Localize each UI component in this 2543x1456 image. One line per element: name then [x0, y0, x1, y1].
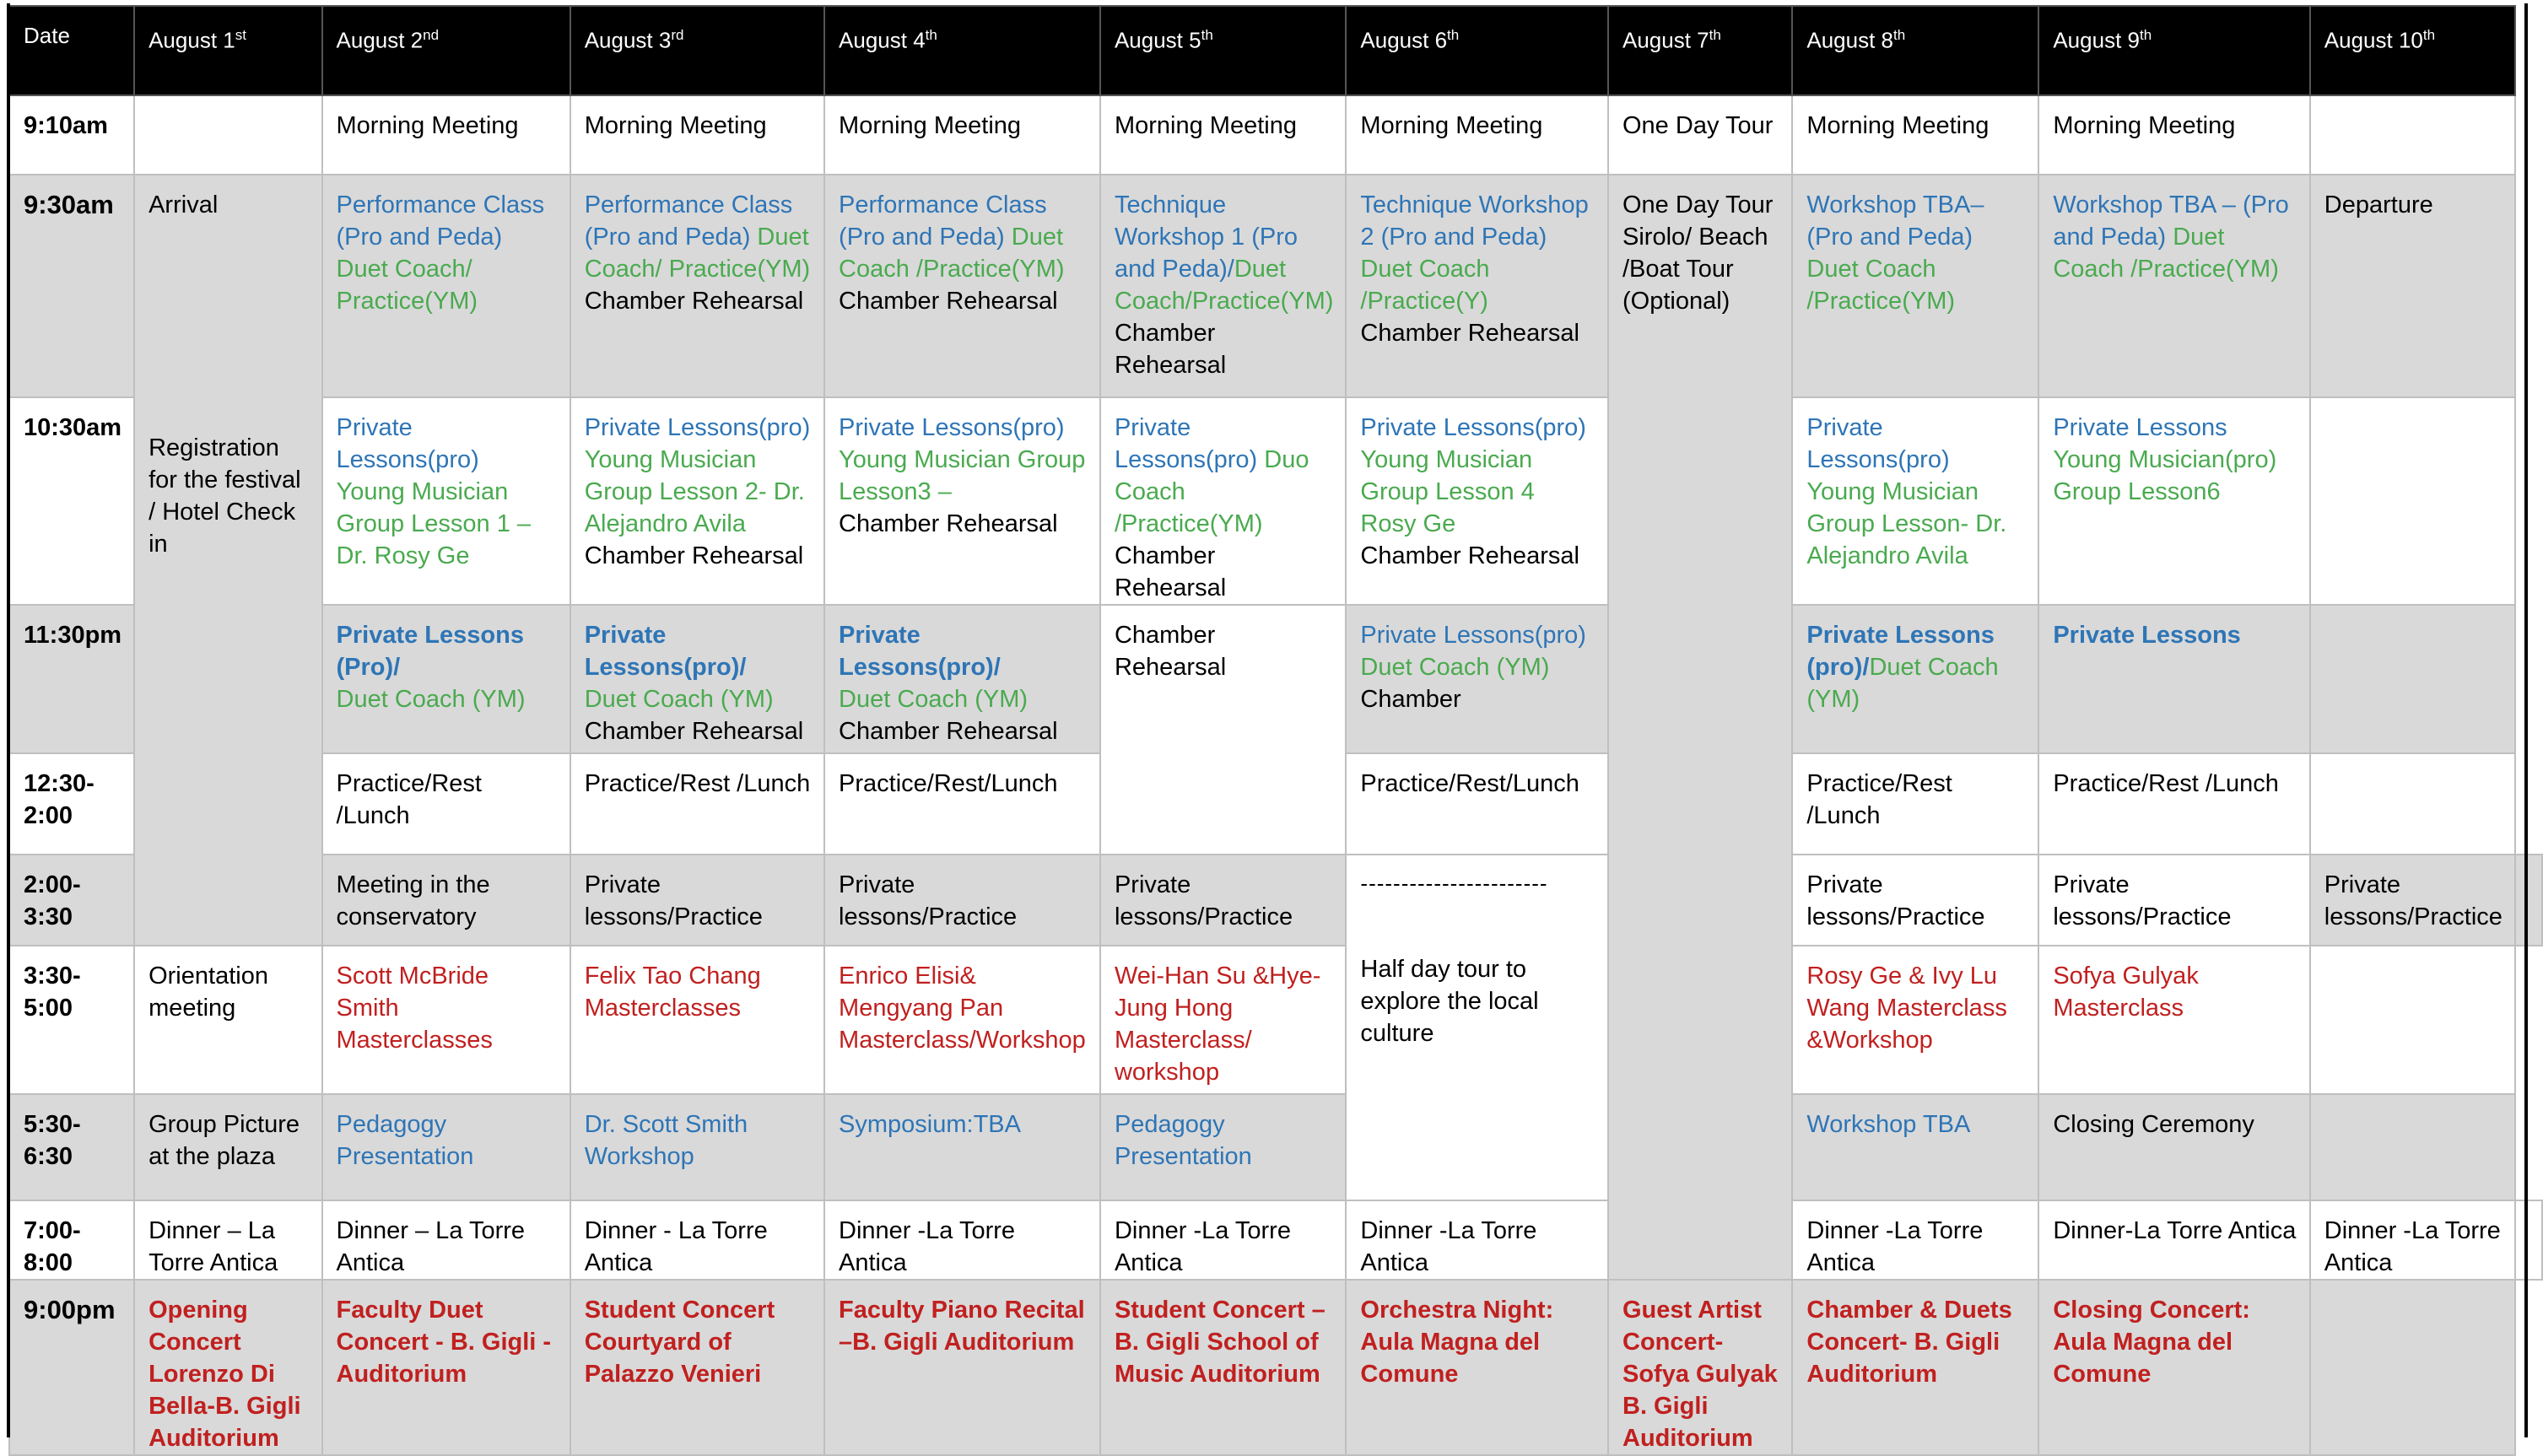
cell-d2: Faculty Duet Concert - B. Gigli -Auditorium — [322, 1280, 570, 1455]
cell-d6 — [1346, 397, 1608, 605]
activity-pro: Workshop TBA–(Pro and Peda) — [1806, 191, 1984, 251]
activity-chamber: Chamber Rehearsal — [1360, 542, 1579, 569]
header-day-2 — [322, 6, 570, 95]
cell-d9 — [2038, 605, 2309, 753]
cell-d1: Group Picture at the plaza — [134, 1094, 321, 1200]
time-cell: 9:30am — [9, 175, 134, 397]
activity-ym: Duet Coach /Practice(Y) — [1360, 256, 1490, 315]
activity-chamber: Chamber Rehearsal — [839, 288, 1058, 315]
activity-ym: Duet Coach (YM) — [839, 686, 1029, 713]
time-cell: 9:00pm — [9, 1280, 134, 1455]
day-suffix: th — [1709, 27, 1721, 43]
cell-d3: Dr. Scott Smith Workshop — [570, 1094, 824, 1200]
cell-d2: Morning Meeting — [322, 95, 570, 175]
cell-d8: Practice/Rest /Lunch — [1792, 753, 2038, 855]
cell-d2 — [322, 397, 570, 605]
row-0530 — [9, 1094, 2542, 1200]
cell-d9: Sofya Gulyak Masterclass — [2038, 946, 2309, 1094]
activity-pro: Private Lessons (pro)/ — [1806, 622, 1995, 681]
cell-d6 — [1346, 175, 1608, 397]
activity-chamber: Chamber — [1360, 686, 1461, 713]
cell-d9: Practice/Rest /Lunch — [2038, 753, 2309, 855]
time-cell: 12:30-2:00 — [9, 753, 134, 855]
cell-d2: Scott McBride Smith Masterclasses — [322, 946, 570, 1094]
header-row — [9, 6, 2542, 95]
time-cell: 3:30-5:00 — [9, 946, 134, 1094]
activity-pro: Workshop TBA – (Pro and Peda) — [2053, 191, 2289, 251]
time-cell: 7:00-8:00 — [9, 1200, 134, 1280]
day-label: August 8 — [1806, 27, 1894, 53]
cell-d8 — [1792, 605, 2038, 753]
schedule-table — [8, 5, 2543, 1456]
activity-chamber: Chamber Rehearsal — [839, 510, 1058, 537]
cell-d4: Faculty Piano Recital –B. Gigli Auditorium — [824, 1280, 1100, 1455]
cell-d1: Opening Concert Lorenzo Di Bella-B. Gigli Auditorium — [134, 1280, 321, 1455]
row-0330 — [9, 946, 2542, 1094]
cell-d7: Dinner -La Torre Antica — [1792, 1200, 2038, 1280]
day-suffix: th — [2422, 27, 2436, 43]
cell-d9: Private lessons/Practice — [2310, 855, 2515, 946]
header-day-8 — [1792, 6, 2038, 95]
cell-d8: Workshop TBA — [1792, 1094, 2038, 1200]
cell-d5: Chamber Rehearsal — [1100, 605, 1346, 855]
activity-ym: Young Musician Group Lesson3 – — [839, 446, 1086, 505]
cell-d6: Orchestra Night: Aula Magna del Comune — [1346, 1280, 1608, 1455]
day-label: August 7 — [1622, 27, 1709, 53]
header-date — [9, 6, 134, 95]
day-label: August 3 — [584, 27, 672, 53]
time-cell: 10:30am — [9, 397, 134, 605]
time-cell: 9:10am — [9, 95, 134, 175]
header-day-6 — [1346, 6, 1608, 95]
cell-d7-tour: One Day Tour Sirolo/ Beach /Boat Tour (Optional) — [1608, 175, 1792, 1280]
cell-d8: Chamber & Duets Concert- B. Gigli Auditorium — [1792, 1280, 2038, 1455]
cell-d8 — [1792, 175, 2038, 397]
activity-chamber: Chamber Rehearsal — [1114, 542, 1227, 601]
cell-d3 — [570, 397, 824, 605]
cell-d9: Closing Concert: Aula Magna del Comune — [2038, 1280, 2309, 1455]
day-suffix: th — [1447, 27, 1460, 43]
cell-d5-afternoon — [1346, 855, 1608, 1200]
cell-d7: Guest Artist Concert- Sofya Gulyak B. Gigli Auditorium — [1608, 1280, 1792, 1455]
schedule-table-wrapper — [8, 5, 2543, 1456]
row-1130 — [9, 605, 2542, 753]
day-suffix: th — [1893, 27, 1906, 43]
cell-d3: Felix Tao Chang Masterclasses — [570, 946, 824, 1094]
cell-d5: Student Concert – B. Gigli School of Music Auditorium — [1100, 1280, 1346, 1455]
cell-d3: Private lessons/Practice — [824, 855, 1100, 946]
cell-d5: Dinner -La Torre Antica — [1100, 1200, 1346, 1280]
half-day-tour: Half day tour to explore the local culture — [1360, 956, 1539, 1047]
activity-ym: Young Musician(pro) Group Lesson6 — [2053, 446, 2277, 505]
day-suffix: st — [235, 27, 246, 43]
day-label: August 1 — [148, 27, 235, 53]
header-day-7 — [1608, 6, 1792, 95]
time-cell: 11:30pm — [9, 605, 134, 753]
activity-pro: Private Lessons(pro) — [1806, 414, 1950, 473]
cell-d4: Private lessons/Practice — [1100, 855, 1346, 946]
time-cell: 2:00-3:30 — [9, 855, 134, 946]
header-day-10 — [2310, 6, 2515, 95]
activity-pro: Private Lessons(pro) — [1114, 414, 1258, 473]
cell-d10 — [2310, 753, 2515, 855]
day-suffix: th — [925, 27, 937, 43]
day-label: August 4 — [839, 27, 926, 53]
cell-d2: Dinner – La Torre Antica — [322, 1200, 570, 1280]
header-date-label: Date — [24, 23, 70, 48]
cell-d5 — [1100, 397, 1346, 605]
activity-ym: Young Musician Group Lesson 4 Rosy Ge — [1360, 446, 1535, 537]
activity-ym: Duet Coach (YM) — [1806, 654, 1999, 713]
cell-d1 — [134, 95, 321, 175]
day-label: August 6 — [1360, 27, 1448, 53]
activity-ym: Young Musician Group Lesson 2- Dr. Alejandro Avila — [584, 446, 805, 537]
day-suffix: rd — [671, 27, 684, 43]
cell-d10 — [2310, 1280, 2515, 1455]
cell-d5: Morning Meeting — [1100, 95, 1346, 175]
activity-pro: Private Lessons(pro) — [1360, 414, 1586, 441]
cell-d3: Student Concert Courtyard of Palazzo Venieri — [570, 1280, 824, 1455]
row-0900 — [9, 1280, 2542, 1455]
cell-d6: Practice/Rest/Lunch — [1346, 753, 1608, 855]
activity-ym: Young Musician Group Lesson- Dr. Alejandro Avila — [1806, 478, 2007, 569]
day-label: August 10 — [2324, 27, 2423, 53]
activity-chamber: Chamber Rehearsal — [584, 542, 804, 569]
cell-d10 — [2310, 397, 2515, 605]
cell-d2: Private lessons/Practice — [570, 855, 824, 946]
cell-d1: Orientation meeting — [134, 946, 321, 1094]
cell-d9: Dinner -La Torre Antica — [2310, 1200, 2515, 1280]
activity-chamber: Chamber Rehearsal — [584, 288, 804, 315]
activity-ym: Duet Coach (YM) — [584, 686, 774, 713]
cell-d4: Morning Meeting — [824, 95, 1100, 175]
activity-pro: Private Lessons(pro) — [1360, 622, 1586, 649]
cell-d4: Enrico Elisi& Mengyang Pan Masterclass/Workshop — [824, 946, 1100, 1094]
cell-d8: Rosy Ge & Ivy Lu Wang Masterclass &Workshop — [1792, 946, 2038, 1094]
cell-d2: Practice/Rest /Lunch — [322, 753, 570, 855]
activity-chamber: Chamber Rehearsal — [839, 718, 1058, 745]
header-day-4 — [824, 6, 1100, 95]
cell-d6: Private lessons/Practice — [1792, 855, 2038, 946]
cell-d10 — [2310, 1094, 2515, 1200]
activity-ym: Duo Coach /Practice(YM) — [1114, 446, 1309, 537]
cell-d10 — [2515, 855, 2542, 946]
cell-d8: Private lessons/Practice — [2038, 855, 2309, 946]
divider-text: ----------------------- — [1360, 871, 1548, 896]
cell-d6 — [1346, 605, 1608, 753]
cell-d6: Pedagogy Presentation — [1100, 1094, 1346, 1200]
time-cell: 5:30-6:30 — [9, 1094, 134, 1200]
cell-d10 — [2310, 605, 2515, 753]
activity-pro: Private Lessons(pro)/ — [839, 622, 1001, 681]
cell-d4 — [824, 175, 1100, 397]
cell-d4 — [824, 397, 1100, 605]
activity-chamber: Chamber Rehearsal — [1114, 320, 1227, 379]
cell-d4: Practice/Rest/Lunch — [824, 753, 1100, 855]
activity-pro: Performance Class (Pro and Peda) — [336, 191, 545, 251]
cell-d3: Morning Meeting — [570, 95, 824, 175]
cell-d10: Departure — [2310, 175, 2515, 397]
cell-d10 — [2310, 95, 2515, 175]
activity-ym: Duet Coach /Practice(YM) — [839, 224, 1065, 283]
activity-ym: Duet Coach /Practice(YM) — [1806, 256, 1956, 315]
day-suffix: nd — [423, 27, 440, 43]
cell-d7: One Day Tour — [1608, 95, 1792, 175]
activity-pro: Technique Workshop 1 (Pro and Peda)/ — [1114, 191, 1298, 283]
day-label: August 2 — [336, 27, 424, 53]
row-0910 — [9, 95, 2542, 175]
activity-ym: Duet Coach (YM) — [336, 686, 526, 713]
activity-ym: Young Musician Group Lesson 1 – Dr. Rosy Ge — [336, 478, 532, 569]
cell-d1-arrival — [134, 175, 321, 946]
day-label: August 5 — [1114, 27, 1201, 53]
cell-d10 — [2310, 946, 2515, 1094]
day-suffix: th — [2139, 27, 2152, 43]
cell-d3: Practice/Rest /Lunch — [570, 753, 824, 855]
day-suffix: th — [1201, 27, 1213, 43]
activity-pro: Private Lessons — [2053, 414, 2227, 441]
row-0200 — [9, 855, 2542, 946]
cell-d2 — [322, 175, 570, 397]
header-day-5 — [1100, 6, 1346, 95]
header-day-3 — [570, 6, 824, 95]
activity-pro: Performance Class (Pro and Peda) — [839, 191, 1047, 251]
activity-pro: Technique Workshop 2 (Pro and Peda) — [1360, 191, 1589, 251]
registration-text: Registration for the festival / Hotel Check in — [148, 434, 301, 558]
cell-d1: Meeting in the conservatory — [322, 855, 570, 946]
activity-ym: Duet Coach/Practice(YM) — [1114, 256, 1334, 315]
cell-d10 — [2515, 1200, 2542, 1280]
cell-d9: Closing Ceremony — [2038, 1094, 2309, 1200]
activity-pro: Performance Class (Pro and Peda) — [584, 191, 793, 251]
cell-d5 — [1100, 175, 1346, 397]
activity-pro: Private Lessons(pro) — [839, 414, 1065, 441]
activity-pro: Private Lessons — [2053, 622, 2241, 649]
cell-d4 — [824, 605, 1100, 753]
cell-d9 — [2038, 175, 2309, 397]
activity-pro: Private Lessons(pro) — [584, 414, 811, 441]
cell-d3 — [570, 605, 824, 753]
cell-d2: Pedagogy Presentation — [322, 1094, 570, 1200]
cell-d1: Dinner – La Torre Antica — [134, 1200, 321, 1280]
cell-d6: Morning Meeting — [1346, 95, 1608, 175]
cell-d8: Dinner-La Torre Antica — [2038, 1200, 2309, 1280]
activity-chamber: Chamber Rehearsal — [584, 718, 804, 745]
cell-d3: Dinner - La Torre Antica — [570, 1200, 824, 1280]
cell-d9 — [2038, 397, 2309, 605]
cell-d9: Morning Meeting — [2038, 95, 2309, 175]
header-day-1 — [134, 6, 321, 95]
cell-d4: Symposium:TBA — [824, 1094, 1100, 1200]
row-1030 — [9, 397, 2542, 605]
cell-d6: Dinner -La Torre Antica — [1346, 1200, 1608, 1280]
cell-d2 — [322, 605, 570, 753]
activity-pro: Private Lessons (Pro)/ — [336, 622, 524, 681]
row-0700 — [9, 1200, 2542, 1280]
day-label: August 9 — [2053, 27, 2140, 53]
arrival-text: Arrival — [148, 191, 219, 218]
row-0930 — [9, 175, 2542, 397]
header-day-9 — [2038, 6, 2309, 95]
activity-pro: Private Lessons(pro)/ — [584, 622, 747, 681]
activity-ym: Duet Coach /Practice(YM) — [2053, 224, 2279, 283]
cell-d6: Wei-Han Su &Hye-Jung Hong Masterclass/ workshop — [1100, 946, 1346, 1094]
cell-d8 — [1792, 397, 2038, 605]
activity-pro: Private Lessons(pro) — [336, 414, 479, 473]
activity-ym: Duet Coach/ Practice(YM) — [584, 224, 811, 283]
cell-d4: Dinner -La Torre Antica — [824, 1200, 1100, 1280]
cell-d3 — [570, 175, 824, 397]
activity-chamber: Chamber Rehearsal — [1360, 320, 1579, 347]
activity-ym: Duet Coach/ Practice(YM) — [336, 256, 478, 315]
activity-ym: Duet Coach (YM) — [1360, 654, 1550, 681]
cell-d8: Morning Meeting — [1792, 95, 2038, 175]
